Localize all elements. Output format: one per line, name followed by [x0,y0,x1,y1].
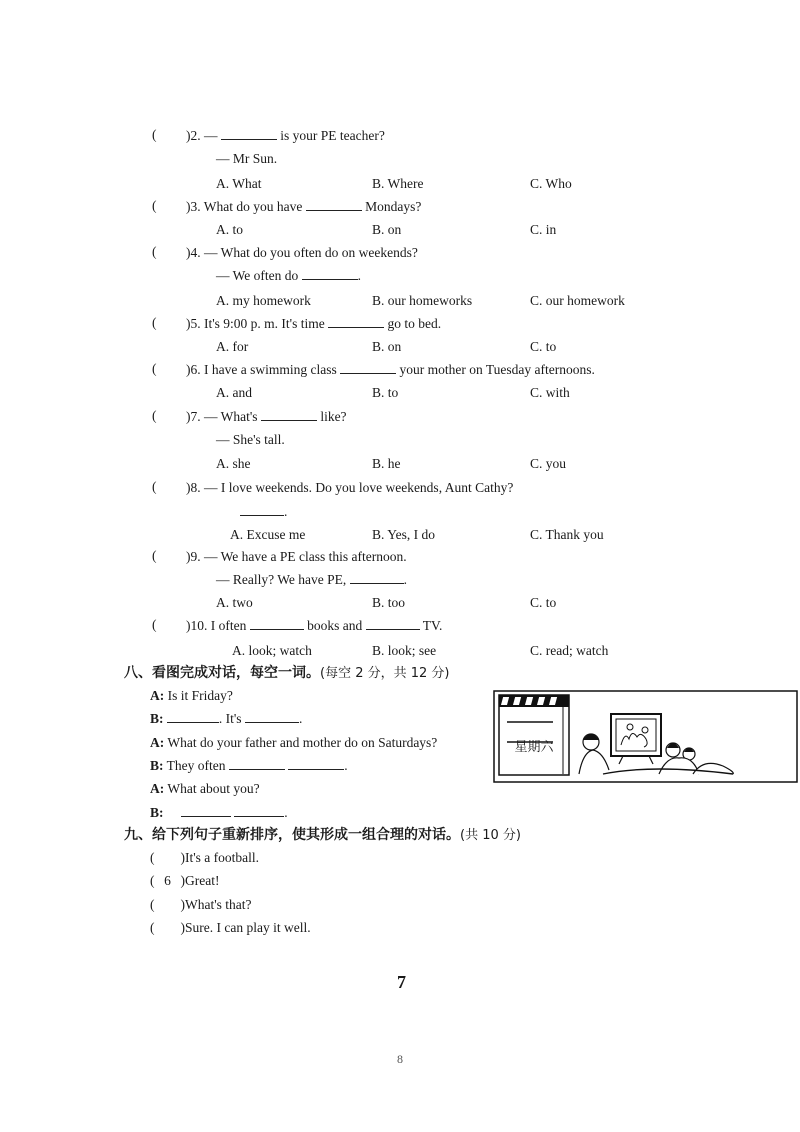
question-9-stem: )9. — We have a PE class this afternoon. [186,549,407,564]
question-4-reply: — We often do . [216,268,362,283]
option-b: B. on [372,339,402,354]
blank[interactable] [167,710,219,723]
answer-paren-10: ( [152,617,157,632]
question-8-reply: . [240,503,287,521]
option-b: B. on [372,222,402,237]
question-4-stem: )4. — What do you often do on weekends? [186,245,418,260]
section-9-heading: 九、给下列句子重新排序，使其形成一组合理的对话。(共 10 分) [124,827,521,843]
option-a: A. for [216,339,249,354]
option-c: C. to [530,595,557,610]
option-c: C. our homework [530,293,625,308]
option-c: C. with [530,385,570,400]
option-b: B. our homeworks [372,293,473,308]
blank[interactable] [181,804,231,817]
dialog-line-2: B: . It's . [150,711,303,726]
option-b: B. Where [372,176,424,191]
blank[interactable] [302,267,358,280]
section-8-heading: 八、看图完成对话，每空一词。(每空 2 分，共 12 分) [124,665,450,681]
answer-paren-3: ( [152,198,157,213]
option-a: A. two [216,595,253,610]
dialog-line-1: A: Is it Friday? [150,688,233,703]
blank[interactable] [229,757,285,770]
dialog-line-3: A: What do your father and mother do on Saturdays? [150,735,438,750]
blank[interactable] [328,315,384,328]
question-6-stem: )6. I have a swimming class your mother on Tuesday afternoons. [186,362,595,377]
question-3-stem: )3. What do you have Mondays? [186,199,422,214]
question-2-stem: )2. — is your PE teacher? [186,128,385,143]
answer-paren-7: ( [152,408,157,423]
question-8-stem: )8. — I love weekends. Do you love weekends, Aunt Cathy? [186,480,514,495]
option-c: C. Who [530,176,572,191]
blank[interactable] [250,617,304,630]
blank[interactable] [261,408,317,421]
option-c: C. read; watch [530,643,609,658]
order-item-1: ( )It's a football. [150,850,260,865]
order-item-4: ( )Sure. I can play it well. [150,920,311,935]
option-a: A. Excuse me [230,527,306,542]
option-c: C. in [530,222,557,237]
blank[interactable] [234,804,284,817]
answer-paren-4: ( [152,244,157,259]
question-7-stem: )7. — What's like? [186,409,347,424]
order-item-3: ( )What's that? [150,897,252,912]
answer-paren-5: ( [152,315,157,330]
blank[interactable] [288,757,344,770]
option-b: B. Yes, I do [372,527,436,542]
option-c: C. Thank you [530,527,604,542]
question-2-reply: — Mr Sun. [216,151,278,166]
blank[interactable] [245,710,299,723]
question-7-reply: — She's tall. [216,432,285,447]
option-c: C. to [530,339,557,354]
blank[interactable] [240,503,284,516]
blank[interactable] [306,198,362,211]
option-b: B. to [372,385,399,400]
answer-paren-6: ( [152,361,157,376]
option-b: B. look; see [372,643,437,658]
option-a: A. my homework [216,293,311,308]
answer-paren-9: ( [152,548,157,563]
option-c: C. you [530,456,567,471]
dialog-line-4: B: They often . [150,758,348,773]
blank[interactable] [221,127,277,140]
order-item-2: (6)Great! [150,873,220,888]
page-number: 7 [397,972,406,992]
option-a: A. she [216,456,251,471]
blank[interactable] [350,571,404,584]
calendar-label: 星期六 [514,740,554,755]
option-a: A. and [216,385,252,400]
question-10-stem: )10. I often books and TV. [186,618,443,633]
option-a: A. to [216,222,243,237]
question-9-reply: — Really? We have PE, . [216,572,408,587]
dialog-line-5: A: What about you? [150,781,260,796]
option-a: A. look; watch [232,643,312,658]
blank[interactable] [340,361,396,374]
footer-number: 8 [397,1052,403,1066]
blank[interactable] [366,617,420,630]
option-b: B. too [372,595,406,610]
order-answer[interactable]: 6 [164,873,171,888]
option-b: B. he [372,456,401,471]
answer-paren-2: ( [152,127,157,142]
option-a: A. What [216,176,262,191]
dialog-line-6: B: . [150,805,288,820]
question-5-stem: )5. It's 9:00 p. m. It's time go to bed. [186,316,442,331]
answer-paren-8: ( [152,479,157,494]
